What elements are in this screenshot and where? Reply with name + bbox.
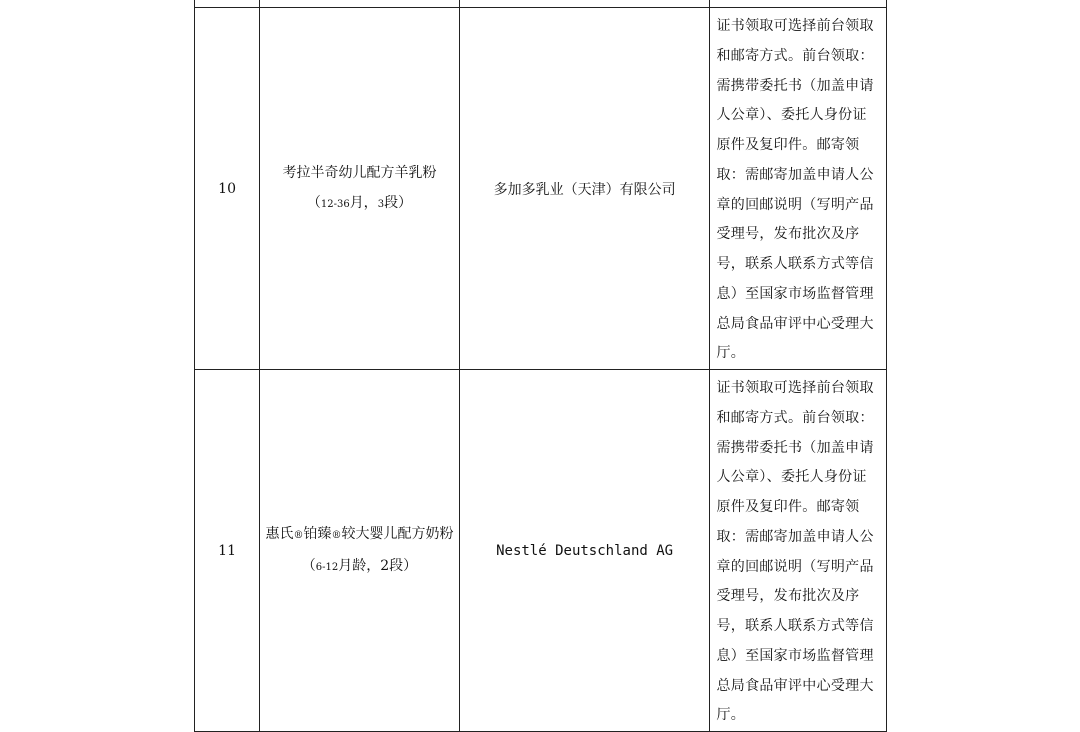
table-row xyxy=(195,8,887,370)
cell-partial xyxy=(260,0,460,8)
product-name-cell xyxy=(260,370,460,732)
registered-mark: ® xyxy=(293,529,304,541)
name-part: 惠氏 xyxy=(265,525,294,542)
product-name: 考拉半奇幼儿配方羊乳粉 xyxy=(282,164,437,181)
spec-close: 段） xyxy=(389,557,418,574)
spec-unit: 月， xyxy=(349,194,378,211)
name-part: 铂臻 xyxy=(303,525,332,542)
product-name-cell xyxy=(260,8,460,370)
company-cell: 多加多乳业（天津）有限公司 xyxy=(459,8,710,370)
product-name xyxy=(260,519,459,551)
row-number: 10 xyxy=(195,8,260,370)
product-spec xyxy=(260,551,459,583)
spec-stage: 3 xyxy=(377,198,385,210)
note-cell: 证书领取可选择前台领取 和邮寄方式。前台领取： 需携带委托书（加盖申请 人公章）、委托人身份证 原件及复印件。邮寄领 取：需邮寄加盖申请人公 章的回邮说明（写明产品 受理号，发布批次及序 号，联系人联系方式等信 息）至国家市场监督管理 总局食品审评中心受理大 厅。 xyxy=(710,8,887,370)
row-number: 11 xyxy=(195,370,260,732)
registered-mark: ® xyxy=(331,529,342,541)
spec-open: （ xyxy=(301,557,316,574)
name-part: 较大婴儿配方奶粉 xyxy=(341,525,454,542)
spec-age: 6-12 xyxy=(315,561,339,573)
product-spec xyxy=(260,188,459,220)
spec-stage: 2 xyxy=(380,557,390,574)
note-cell: 证书领取可选择前台领取 和邮寄方式。前台领取： 需携带委托书（加盖申请 人公章）、委托人身份证 原件及复印件。邮寄领 取：需邮寄加盖申请人公 章的回邮说明（写明产品 受理号，发布批次及序 号，联系人联系方式等信 息）至国家市场监督管理 总局食品审评中心受理大 厅。 xyxy=(710,370,887,732)
spec-open: （ xyxy=(306,194,321,211)
cell-partial xyxy=(710,0,887,8)
cell-partial xyxy=(195,0,260,8)
spec-unit: 月龄， xyxy=(338,557,381,574)
spec-age: 12-36 xyxy=(320,198,350,210)
table-row-top-partial xyxy=(195,0,887,8)
results-table xyxy=(194,0,887,732)
spec-close: 段） xyxy=(384,194,413,211)
cell-partial xyxy=(459,0,710,8)
table-row xyxy=(195,370,887,732)
company-cell: Nestlé Deutschland AG xyxy=(459,370,710,732)
